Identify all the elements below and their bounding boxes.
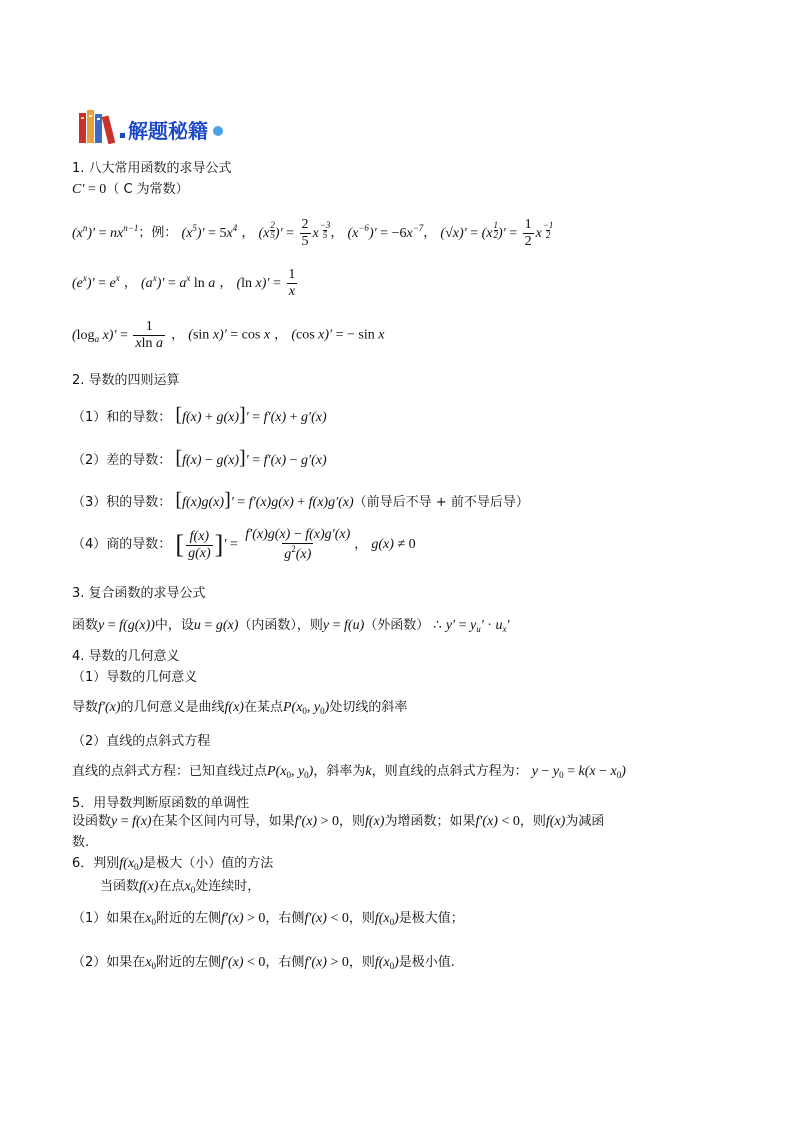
s5-body-end: 数.	[72, 835, 90, 850]
heading-dot	[120, 133, 125, 138]
s1-title: 1. 八大常用函数的求导公式	[72, 161, 232, 176]
s1-trig: ($\log_a$ x)′ = $\frac{1}{\text{xln a}}$ ， (sin x)′ = cos x ， (cos x)′ = − sin x	[72, 319, 385, 351]
s2-title: 2. 导数的四则运算	[72, 373, 180, 388]
s4-sub2: （2）直线的点斜式方程	[72, 734, 211, 749]
s4-p2: 直线的点斜式方程：已知直线过点$P(x_0$, $y_0$)，斜率为k，则直线的点斜式方程为： $y - y_0 = k(x - x_0)$	[72, 764, 626, 780]
s4-sub1: （1）导数的几何意义	[72, 670, 198, 685]
s2-quotient: （4）商的导数： [ $\frac{f(x)}{g(x)}$ ]′ = $\frac{f'(x)g(x) - f(x)g'(x)}{g^2(x)}$ ， g(x) ≠ 0	[72, 527, 416, 562]
s2-difference: （2）差的导数： [f(x) − g(x)]′ = f′(x) − g′(x)	[72, 447, 327, 469]
s3-title: 3. 复合函数的求导公式	[72, 586, 206, 601]
title-bullet	[213, 126, 223, 136]
s2-product: （3）积的导数： [f(x)g(x)]′ = f′(x)g(x) + f(x)g′(x)（前导后不导 + 前不导后导）	[72, 489, 529, 511]
s1-exp-log: $(e^x)' = e^x$ ， $(a^x)' = a^x$ ln a ， (ln x)′ = $\frac{1}{x}$	[72, 267, 296, 299]
s4-p1: 导数f′(x)的几何意义是曲线f(x)在某点$P(x_0$, $y_0$)处切线的斜率	[72, 700, 408, 716]
s6-title: 6．判别$f(x_0)$是极大（小）值的方法	[72, 856, 274, 872]
s6-case-min: （2）如果在$x_0$附近的左侧f′(x) < 0，右侧f′(x) > 0，则$f(x_0)$是极小值.	[72, 955, 455, 971]
books-icon	[78, 110, 118, 144]
section-header	[78, 108, 223, 144]
s5-body: 设函数y = f(x)在某个区间内可导，如果f′(x) > 0，则f(x)为增函数；如果f′(x) < 0，则f(x)为减函	[72, 814, 605, 829]
s6-case-max: （1）如果在$x_0$附近的左侧f′(x) > 0，右侧f′(x) < 0，则$f(x_0)$是极大值；	[72, 911, 464, 927]
s1-const: C′ = 0（ C 为常数）	[72, 182, 189, 197]
s6-intro: 当函数f(x)在点$x_0$处连续时，	[100, 879, 261, 895]
s5-title: 5．用导数判断原函数的单调性	[72, 796, 250, 811]
s2-sum: （1）和的导数： [f(x) + g(x)]′ = f′(x) + g′(x)	[72, 404, 327, 426]
s4-title: 4. 导数的几何意义	[72, 649, 180, 664]
s3-body: 函数y = f(g(x))中，设u = g(x)（内函数），则y = f(u)（外函数） ∴ $y' = y_u' \cdot u_x'$	[72, 618, 510, 634]
s1-power-rule: $(x^n)' = nx^{n-1}$；例： $(x^5)' = 5x^4$ ， (x $\frac{2}{5}$ )′ = $\frac{2}{5}$ x $\frac{-3}{5}$ ， $(x^{-6})' = -6x^{-7}$， (√x)′ = (x $\frac{1}{2}$ )′ = $\frac{1}{2}$ x $\frac{-1}{2}$	[72, 217, 554, 249]
page-title: 解题秘籍	[128, 119, 208, 143]
